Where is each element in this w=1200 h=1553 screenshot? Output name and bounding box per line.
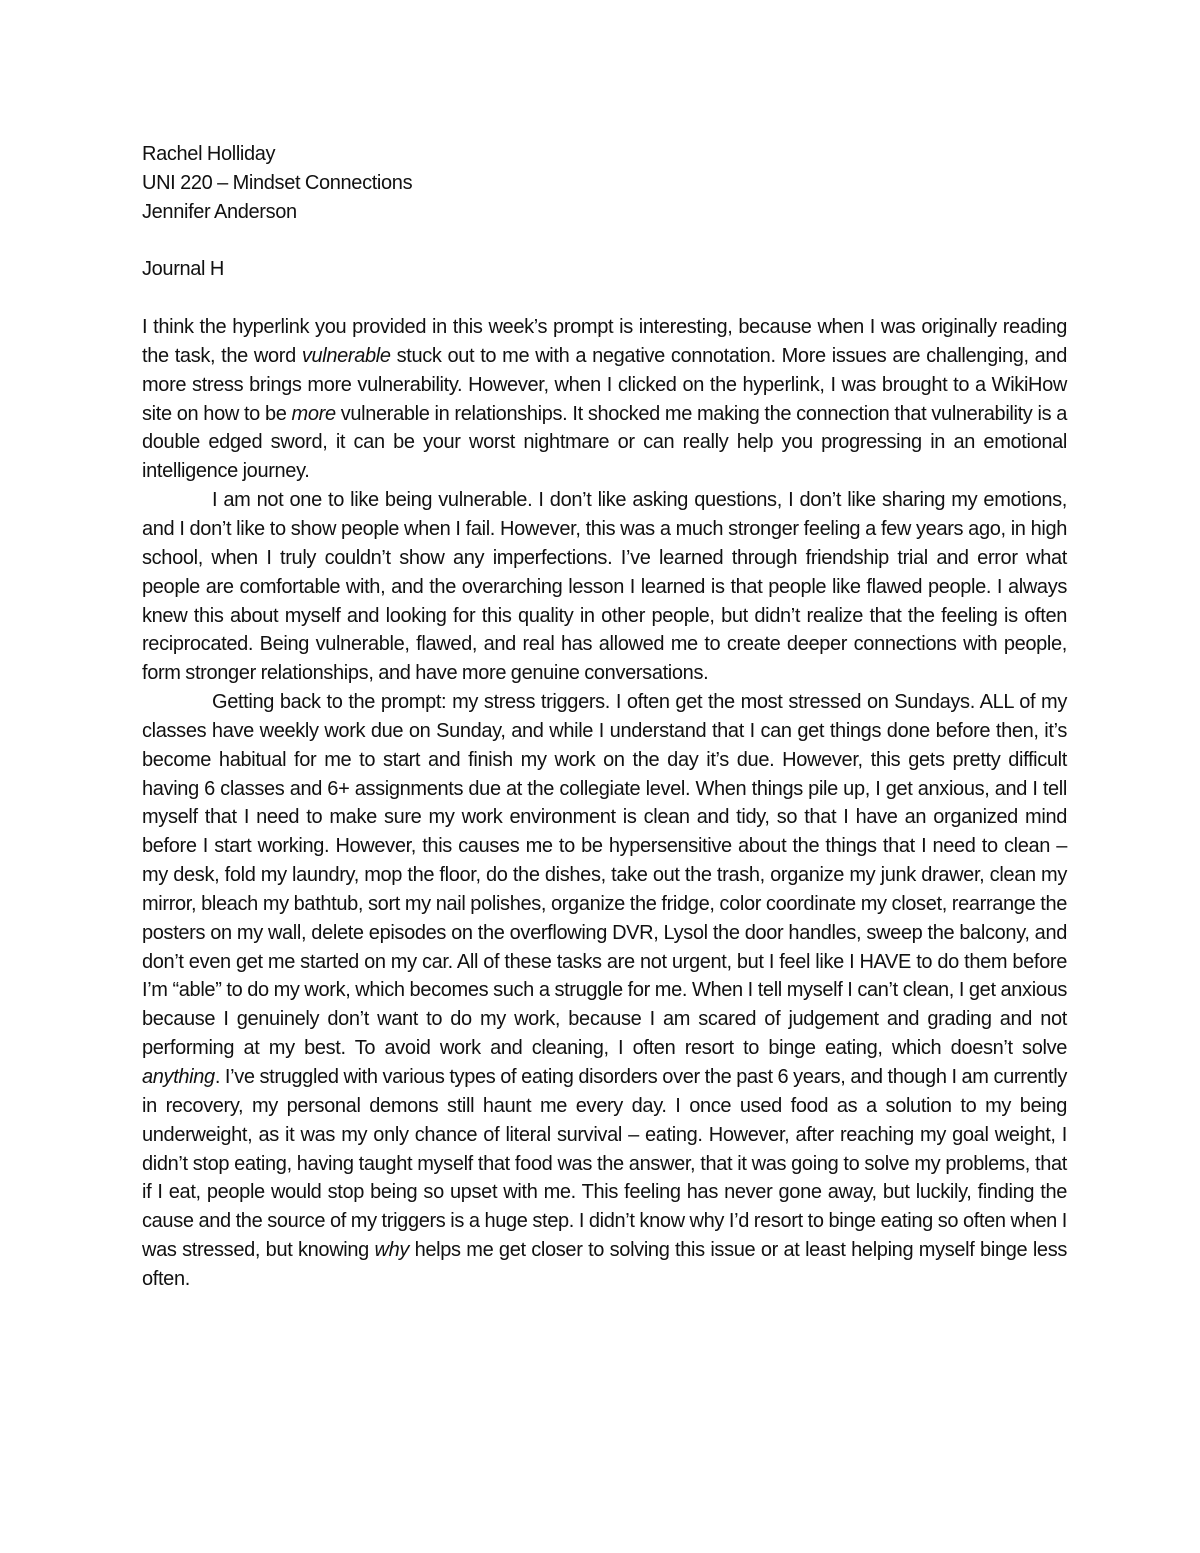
spacer: [142, 284, 1067, 313]
paragraph-3: [142, 688, 1067, 1294]
author-name: Rachel Holliday: [142, 143, 276, 165]
paragraph-1-italic-vulnerable: vulnerable: [301, 344, 391, 367]
paragraph-1-text-2: stuck out to me with a negative connotation. More issues are challenging, and more stress brings more vulnerability. However, when I clicked on the hyperlink, I was brought to a WikiHow site on how to be: [142, 344, 1067, 425]
instructor-name: Jennifer Anderson: [142, 200, 297, 223]
paragraph-1-italic-more: more: [291, 402, 336, 425]
spacer: [142, 227, 1067, 256]
paragraph-1-text-1: I think the hyperlink you provided in this week’s prompt is interesting, because when I was originally reading the task, the word: [142, 316, 1067, 367]
paragraph-3-text-3: helps me get closer to solving this issue or at least helping myself binge less often.: [142, 1239, 1067, 1290]
paragraph-2: [142, 486, 1067, 688]
paragraph-3-italic-why: why: [374, 1239, 410, 1262]
paragraph-2-text: I am not one to like being vulnerable. I don’t like asking questions, I don’t like sharing my emotions, and I don’t like to show people when I fail. However, this was a much stronger feeling a few years ago, in high school, when I truly couldn’t show any imperfections. I’ve learned through friendship trial and error what people are comfortable with, and the overarching lesson I learned is that people like flawed people. I always knew this about myself and looking for this quality in other people, but didn’t realize that the feeling is often reciprocated. Being vulnerable, flawed, and real has allowed me to create deeper connections with people, form stronger relationships, and have more genuine conversations.: [142, 489, 1067, 685]
course-name: UNI 220 – Mindset Connections: [142, 171, 413, 194]
paragraph-3-text-2: . I’ve struggled with various types of eating disorders over the past 6 years, and though I am currently in recovery, my personal demons still haunt me every day. I once used food as a solution to my being underweight, as it was my only chance of literal survival – eating. However, after reaching my goal weight, I didn’t stop eating, having taught myself that food was the answer, that it was going to solve my problems, that if I eat, people would stop being so upset with me. This feeling has never gone away, but luckily, finding the cause and the source of my triggers is a huge step. I didn’t know why I’d resort to binge eating so often when I was stressed, but knowing: [142, 1066, 1067, 1262]
paragraph-1: [142, 313, 1067, 486]
paragraph-1-text-3: vulnerable in relationships. It shocked me making the connection that vulnerability is a double edged sword, it can be your worst nightmare or can really help you progressing in an emotional intelligence journey.: [142, 402, 1068, 483]
paragraph-3-text-1: Getting back to the prompt: my stress triggers. I often get the most stressed on Sundays. ALL of my classes have weekly work due on Sunday, and while I understand that I can get things done before then, it’s become habitual for me to start and finish my work on the day it’s due. However, this gets pretty difficult having 6 classes and 6+ assignments due at the collegiate level. When things pile up, I get anxious, and I tell myself that I need to make sure my work environment is clean and tidy, so that I have an organized mind before I start working. However, this causes me to be hypersensitive about the things that I need to clean – my desk, fold my laundry, mop the floor, do the dishes, take out the trash, organize my junk drawer, clean my mirror, bleach my bathtub, sort my nail polishes, organize the fridge, color coordinate my closet, rearrange the posters on my wall, delete episodes on the overflowing DVR, Lysol the door handles, sweep the balcony, and don’t even get me started on my car. All of these tasks are not urgent, but I feel like I HAVE to do them before I’m “able” to do my work, which becomes such a struggle for me. When I tell myself I can’t clean, I get anxious because I genuinely don’t want to do my work, because I am scared of judgement and grading and not performing at my best. To avoid work and cleaning, I often resort to binge eating, which doesn’t solve: [142, 691, 1067, 1060]
journal-title: Journal H: [142, 258, 224, 281]
paragraph-3-italic-anything: anything: [142, 1066, 215, 1088]
document-body: [142, 140, 1067, 1294]
